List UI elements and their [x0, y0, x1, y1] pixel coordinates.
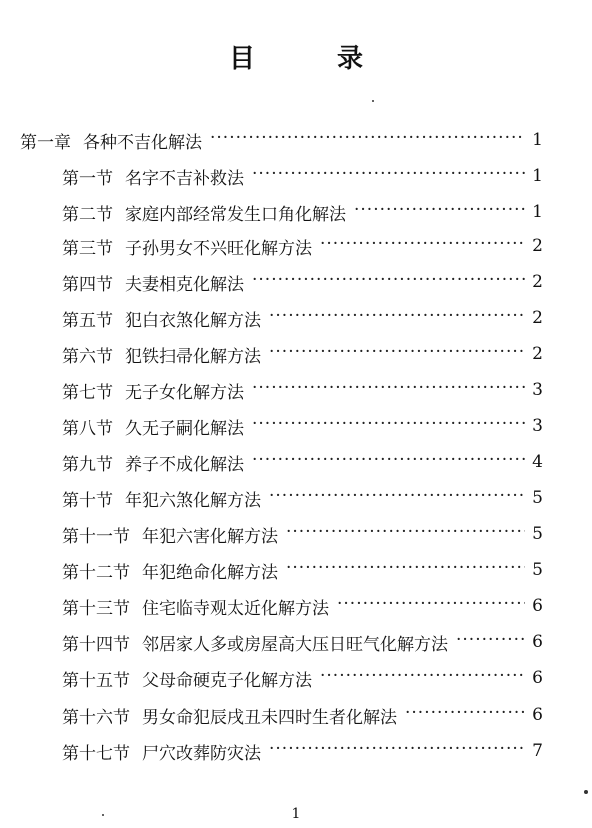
leader-dots: [252, 378, 525, 402]
section-number: 第十节: [62, 490, 113, 511]
section-number: 第十六节: [62, 707, 130, 728]
chapter-page: 1: [532, 130, 543, 150]
section-page: 2: [532, 344, 543, 364]
page-number: 1: [291, 806, 301, 822]
section-page: 2: [532, 308, 543, 328]
section-title: 犯铁扫帚化解方法: [125, 346, 261, 367]
leader-dots: [269, 342, 525, 366]
section-page: 7: [532, 741, 543, 761]
toc-section-entry[interactable]: [62, 306, 543, 330]
section-number: 第六节: [62, 346, 113, 367]
section-title: 年犯六害化解方法: [142, 526, 278, 547]
leader-dots: [456, 630, 525, 654]
section-page: 5: [532, 488, 543, 508]
leader-dots: [269, 486, 525, 510]
toc-section-entry[interactable]: [62, 666, 543, 690]
section-number: 第五节: [62, 310, 113, 331]
section-page: 4: [532, 452, 543, 472]
section-number: 第七节: [62, 382, 113, 403]
leader-dots: [252, 450, 525, 474]
section-page: 5: [532, 524, 543, 544]
section-title: 子孙男女不兴旺化解方法: [125, 238, 312, 259]
section-number: 第四节: [62, 274, 113, 295]
leader-dots: [269, 306, 525, 330]
section-title: 住宅临寺观太近化解方法: [142, 598, 329, 619]
section-title: 养子不成化解法: [125, 454, 244, 475]
leader-dots: [252, 270, 525, 294]
toc-section-entry[interactable]: [62, 450, 543, 474]
section-title: 夫妻相克化解法: [125, 274, 244, 295]
section-title: 久无子嗣化解法: [125, 418, 244, 439]
section-page: 3: [532, 416, 543, 436]
scan-speck: [372, 100, 374, 102]
toc-section-entry[interactable]: [62, 558, 543, 582]
toc-section-entry[interactable]: [62, 486, 543, 510]
leader-dots: [269, 739, 525, 763]
leader-dots: [405, 703, 525, 727]
section-page: 6: [532, 596, 543, 616]
section-page: 6: [532, 632, 543, 652]
toc-section-entry[interactable]: [62, 630, 543, 654]
section-title: 家庭内部经常发生口角化解法: [125, 204, 346, 225]
toc-section-entry[interactable]: [62, 522, 543, 546]
section-number: 第十一节: [62, 526, 130, 547]
section-number: 第十三节: [62, 598, 130, 619]
chapter-title: 各种不吉化解法: [83, 132, 202, 153]
section-number: 第八节: [62, 418, 113, 439]
section-page: 1: [532, 202, 543, 222]
scan-speck: [584, 790, 588, 794]
leader-dots: [252, 164, 525, 188]
leader-dots: [286, 558, 525, 582]
section-number: 第十四节: [62, 634, 130, 655]
section-title: 年犯绝命化解方法: [142, 562, 278, 583]
section-number: 第九节: [62, 454, 113, 475]
leader-dots: [210, 128, 525, 152]
toc-section-entry[interactable]: [62, 739, 543, 763]
toc-section-entry[interactable]: [62, 342, 543, 366]
section-title: 尸穴改葬防灾法: [142, 743, 261, 764]
toc-section-entry[interactable]: [62, 234, 543, 258]
section-page: 6: [532, 668, 543, 688]
section-page: 1: [532, 166, 543, 186]
toc-chapter-entry[interactable]: [20, 128, 543, 152]
section-number: 第十五节: [62, 670, 130, 691]
section-title: 名字不吉补救法: [125, 168, 244, 189]
section-page: 5: [532, 560, 543, 580]
section-page: 2: [532, 236, 543, 256]
section-number: 第二节: [62, 204, 113, 225]
section-number: 第十二节: [62, 562, 130, 583]
toc-section-entry[interactable]: [62, 378, 543, 402]
page-title: 目 录: [228, 44, 391, 74]
section-title: 父母命硬克子化解方法: [142, 670, 312, 691]
toc-section-entry[interactable]: [62, 200, 543, 224]
leader-dots: [320, 666, 525, 690]
toc-section-entry[interactable]: [62, 164, 543, 188]
toc-section-entry[interactable]: [62, 703, 543, 727]
leader-dots: [252, 414, 525, 438]
toc-section-entry[interactable]: [62, 594, 543, 618]
section-number: 第一节: [62, 168, 113, 189]
section-number: 第三节: [62, 238, 113, 259]
section-title: 犯白衣煞化解方法: [125, 310, 261, 331]
toc-section-entry[interactable]: [62, 414, 543, 438]
section-title: 邻居家人多或房屋高大压日旺气化解方法: [142, 634, 448, 655]
scan-speck: [102, 814, 104, 816]
section-page: 3: [532, 380, 543, 400]
leader-dots: [320, 234, 525, 258]
section-number: 第十七节: [62, 743, 130, 764]
section-page: 6: [532, 705, 543, 725]
leader-dots: [337, 594, 525, 618]
section-title: 男女命犯辰戌丑未四时生者化解法: [142, 707, 397, 728]
section-title: 无子女化解方法: [125, 382, 244, 403]
chapter-number: 第一章: [20, 132, 71, 153]
leader-dots: [354, 200, 525, 224]
leader-dots: [286, 522, 525, 546]
section-page: 2: [532, 272, 543, 292]
section-title: 年犯六煞化解方法: [125, 490, 261, 511]
toc-section-entry[interactable]: [62, 270, 543, 294]
